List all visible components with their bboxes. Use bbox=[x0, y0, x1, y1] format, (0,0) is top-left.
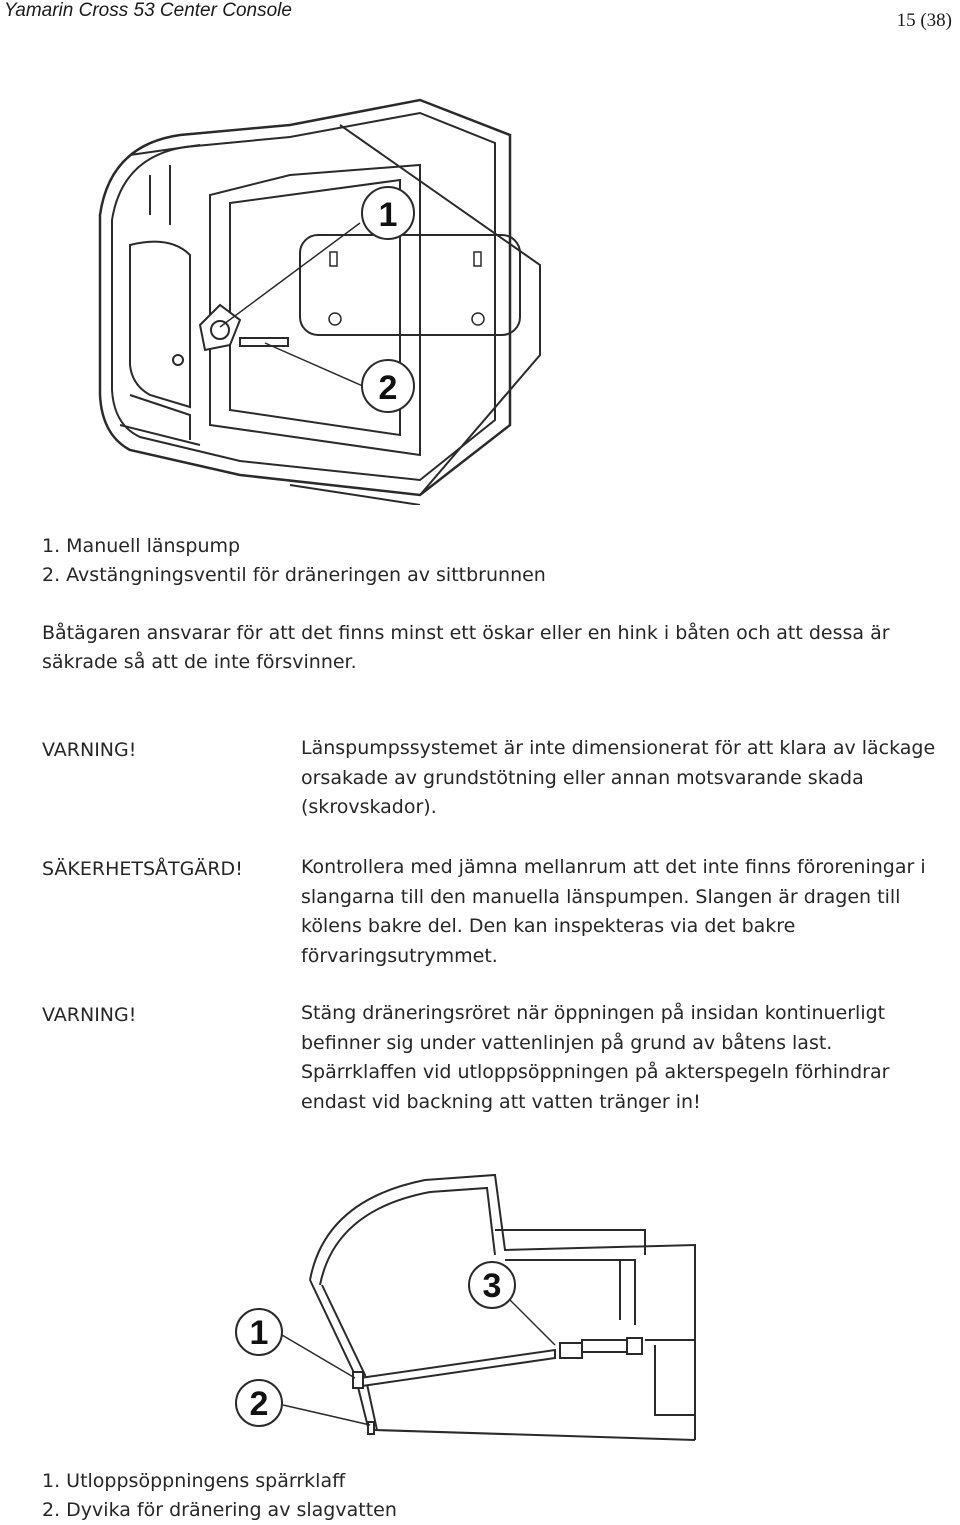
caption-item: 1. Manuell länspump bbox=[42, 535, 241, 557]
warning-line: orsakade av grundstötning eller annan motsvarande skada bbox=[301, 766, 864, 789]
safety-line: kölens bakre del. Den kan inspekteras via det bakre bbox=[301, 915, 796, 937]
warning-line: (skrovskador). bbox=[301, 796, 437, 818]
warning-line: Länspumpssystemet är inte dimensionerat för att klara av läckage bbox=[301, 737, 936, 759]
drain-side-view-figure bbox=[225, 1160, 785, 1450]
callout-1: 1 bbox=[249, 1314, 269, 1352]
safety-line: förvaringsutrymmet. bbox=[301, 944, 498, 967]
safety-line: slangarna till den manuella länspumpen. Slangen är dragen till bbox=[301, 885, 901, 908]
warning-label: VARNING! bbox=[42, 739, 137, 761]
callout-2: 2 bbox=[249, 1385, 269, 1423]
warning-text bbox=[301, 734, 951, 823]
warning-line: endast vid backning att vatten tränger in! bbox=[301, 1090, 701, 1113]
safety-text bbox=[301, 853, 951, 971]
warning-text bbox=[301, 999, 951, 1117]
caption-item: 2. Dyvika för dränering av slagvatten bbox=[42, 1499, 397, 1521]
page-number: 15 (38) bbox=[896, 10, 952, 31]
document-header-title: Yamarin Cross 53 Center Console bbox=[4, 0, 292, 21]
safety-label: SÄKERHETSÅTGÄRD! bbox=[42, 858, 243, 880]
paragraph-line: Båtägaren ansvarar för att det finns minst ett öskar eller en hink i båten och att dessa är bbox=[42, 622, 890, 644]
warning-line: Stäng dräneringsröret när öppningen på insidan kontinuerligt bbox=[301, 1002, 886, 1024]
callout-1: 1 bbox=[378, 196, 398, 234]
boat-top-view-illustration bbox=[90, 95, 620, 505]
safety-line: Kontrollera med jämna mellanrum att det inte finns föroreningar i bbox=[301, 856, 926, 878]
warning-label: VARNING! bbox=[42, 1004, 137, 1026]
warning-line: Spärrklaffen vid utloppsöppningen på akterspegeln förhindrar bbox=[301, 1061, 890, 1083]
boat-top-view-figure bbox=[90, 95, 620, 505]
caption-item: 2. Avstängningsventil för dräneringen av sittbrunnen bbox=[42, 564, 546, 586]
warning-line: befinner sig under vattenlinjen på grund av båtens last. bbox=[301, 1031, 833, 1054]
callout-2: 2 bbox=[378, 369, 398, 407]
callout-3: 3 bbox=[482, 1267, 502, 1305]
drain-side-view-illustration bbox=[225, 1160, 785, 1450]
caption-item: 1. Utloppsöppningens spärrklaff bbox=[42, 1470, 346, 1492]
paragraph-line: säkrade så att de inte försvinner. bbox=[42, 651, 357, 673]
